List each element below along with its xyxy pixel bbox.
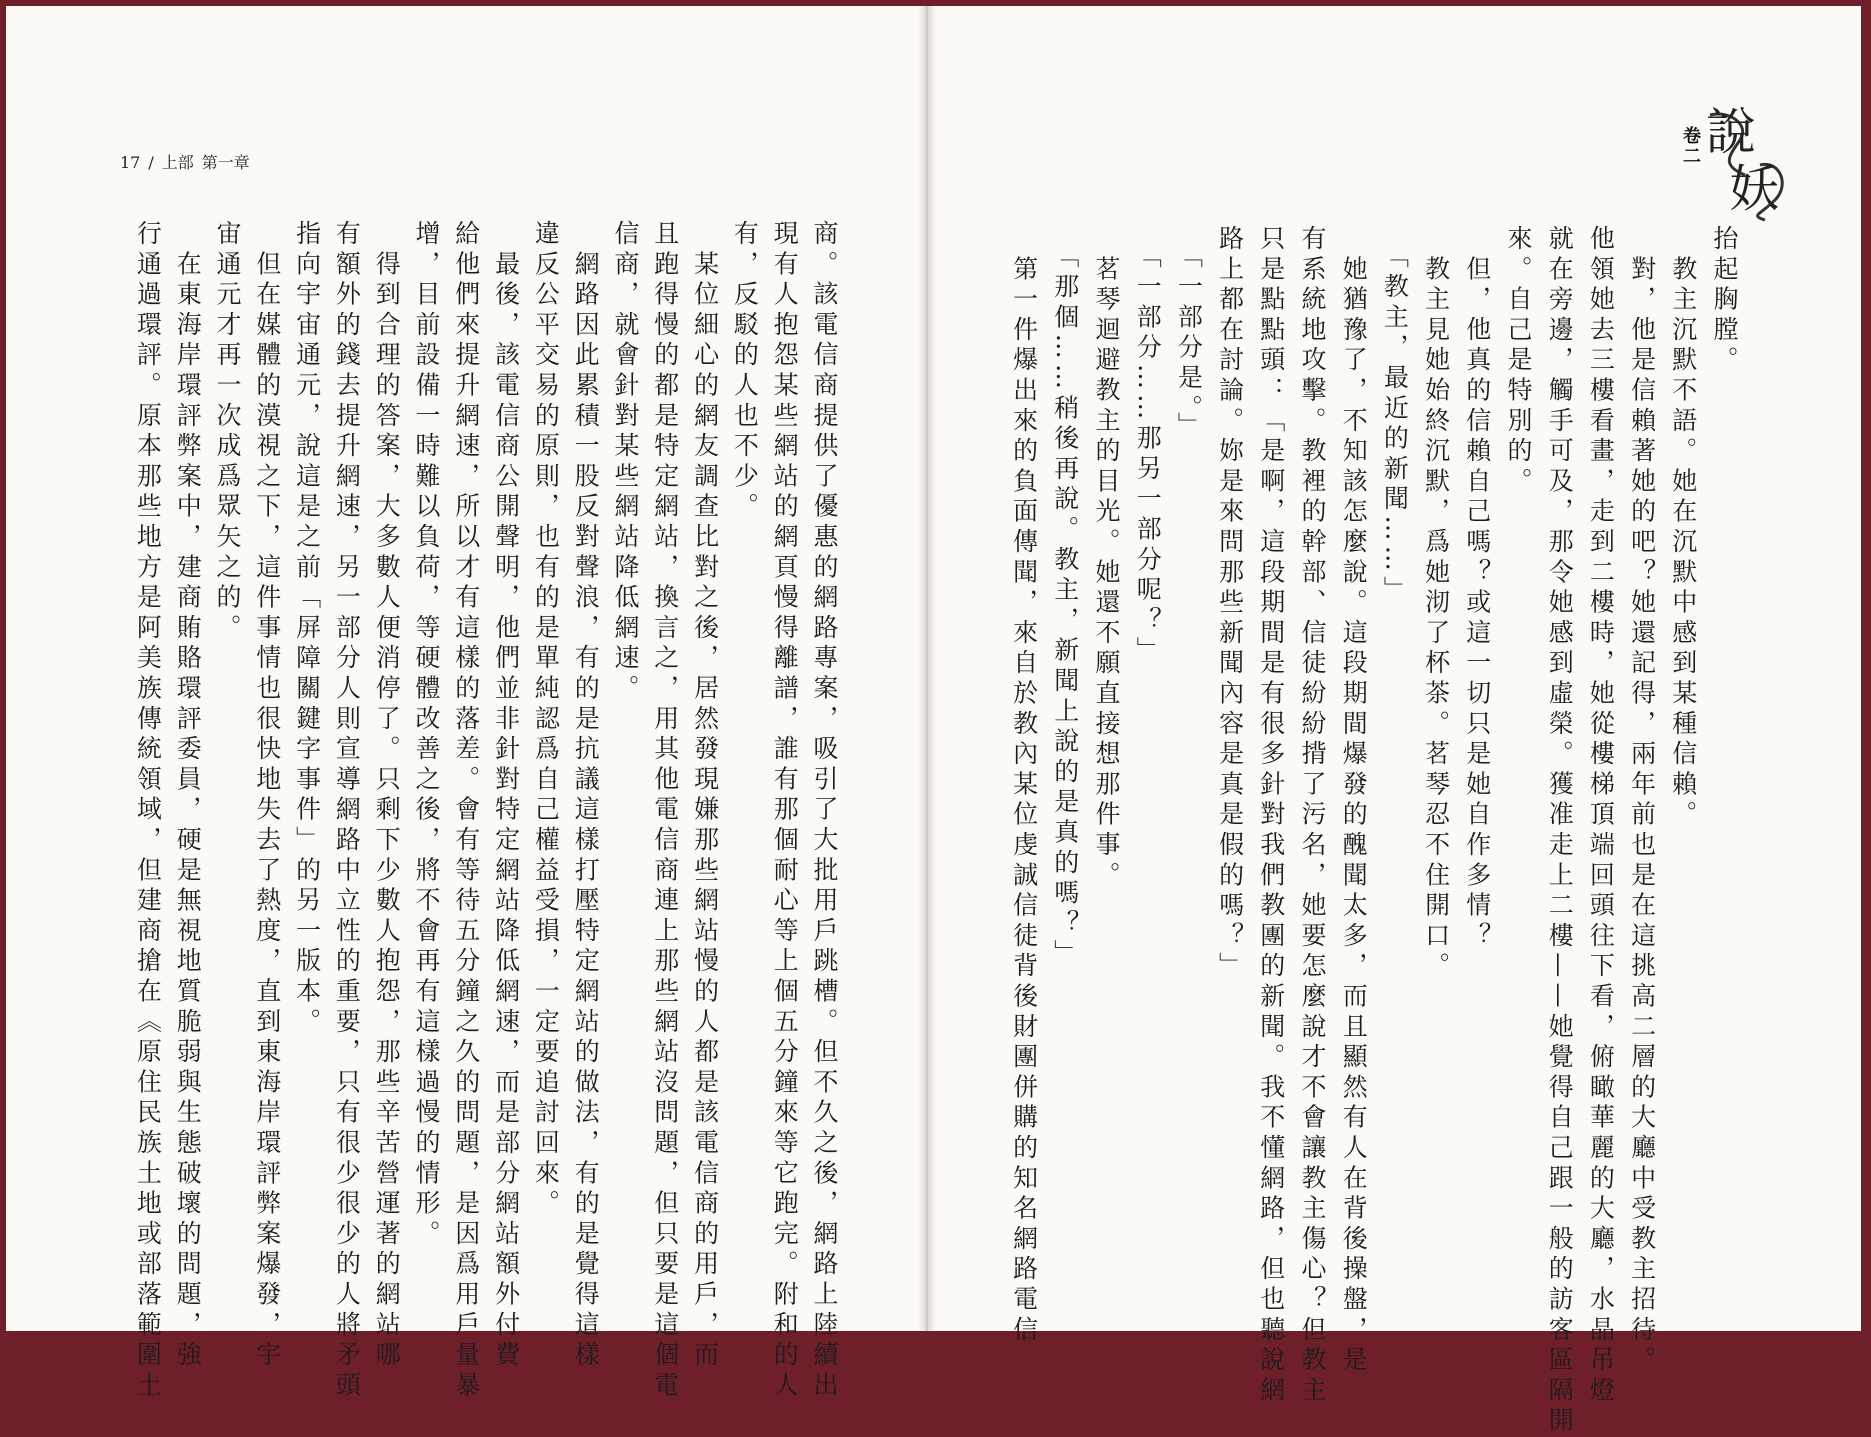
left-text-column: 最後，該電信商公開聲明，他們並非針對特定網站降低網速，而是部分網站額外付費 [491, 220, 521, 1372]
title-glyph-2: 妖 [1721, 162, 1779, 212]
left-text-column: 現有人抱怨某些網站的網頁慢得離譜，誰有那個耐心等上個五分鐘來等它跑完。附和的人 [770, 220, 800, 1402]
right-text-column: 教主沉默不語。她在沉默中感到某種信賴。 [1668, 225, 1698, 831]
left-text-column: 但在媒體的漠視之下，這件事情也很快地失去了熱度，直到東海岸環評弊案爆發，宇 [252, 220, 282, 1372]
right-text-column: 但，他真的信賴自己嗎？或這一切只是她自作多情？ [1462, 225, 1492, 953]
right-text-column: 茗琴迴避教主的目光。她還不願直接想那件事。 [1092, 225, 1121, 892]
right-text-column: 只是點點頭：「是啊，這段期間是有很多針對我們教團的新聞。我不懂網路，但也聽說網 [1256, 225, 1286, 1407]
left-text-column: 在東海岸環評弊案中，建商賄賂環評委員，硬是無視地質脆弱與生態破壞的問題，強 [173, 220, 203, 1372]
running-header [120, 150, 258, 173]
right-text-column: 「一部分……那另一部分呢？」 [1133, 225, 1163, 667]
page-number: 17 [120, 153, 141, 172]
title-glyph-1: 說 [1698, 105, 1756, 155]
left-text-column: 網路因此累積一股反對聲浪，有的是抗議這樣打壓特定網站的做法，有的是覺得這樣 [571, 220, 601, 1372]
left-text-column: 且跑得慢的都是特定網站，換言之，用其他電信商連上那些網站沒問題，但只要是這個電 [650, 220, 680, 1402]
header-separator: / [148, 153, 154, 172]
right-text-column: 「一部分是。」 [1174, 225, 1204, 443]
left-text-column: 得到合理的答案，大多數人便消停了。只剩下少數人抱怨，那些辛苦營運著的網站哪 [372, 220, 402, 1372]
right-text-column: 她猶豫了，不知該怎麼說。這段期間爆發的醜聞太多，而且顯然有人在背後操盤，是 [1339, 225, 1369, 1377]
part-label: 上部 [161, 153, 194, 172]
book-gutter [918, 6, 936, 1331]
right-text-column: 「教主，最近的新聞……」 [1380, 225, 1410, 607]
left-text-column: 指向宇宙通元，說這是之前「屏障關鍵字事件」的另一版本。 [292, 220, 322, 1039]
left-text-column: 給他們來提升網速，所以才有這樣的落差。會有等待五分鐘之久的問題，是因爲用戶量暴 [451, 220, 481, 1402]
right-text-column: 對，他是信賴著她的吧？她還記得，兩年前也是在這挑高二層的大廳中受教主招待。 [1627, 225, 1657, 1377]
chapter-label: 第一章 [201, 153, 250, 172]
left-text-column: 信商，就會針對某些網站降低網速。 [611, 220, 640, 705]
right-text-column: 教主見她始終沉默，爲她沏了杯茶。茗琴忍不住開口。 [1421, 225, 1451, 983]
right-text-column: 就在旁邊，觸手可及，那令她感到虛榮。獲准走上二樓——她覺得自己跟一般的訪客區隔開 [1545, 225, 1575, 1437]
left-text-column: 商。該電信商提供了優惠的網路專案，吸引了大批用戶跳槽。但不久之後，網路上陸續出 [810, 220, 839, 1402]
left-text-column: 違反公平交易的原則，也有的是單純認爲自己權益受損，一定要追討回來。 [531, 220, 561, 1220]
right-text-column: 有系統地攻擊。教裡的幹部、信徒紛紛揹了污名，她要怎麼說才不會讓教主傷心？但教主 [1298, 225, 1327, 1407]
right-text-column: 路上都在討論。妳是來問那些新聞內容是真是假的嗎？」 [1215, 225, 1245, 983]
left-text-column: 某位細心的網友調查比對之後，居然發現嫌那些網站慢的人都是該電信商的用戶，而 [690, 220, 720, 1372]
right-text-column: 「那個……稍後再說。教主，新聞上說的是真的嗎？」 [1050, 225, 1080, 970]
right-text-column: 他領她去三樓看畫，走到二樓時，她從樓梯頂端回頭往下看，俯瞰華麗的大廳，水晶吊燈 [1586, 225, 1616, 1407]
left-text-column: 行通過環評。原本那些地方是阿美族傳統領域，但建商搶在《原住民族土地或部落範圍土 [133, 220, 163, 1402]
left-text-column: 有，反駁的人也不少。 [730, 220, 760, 523]
right-text-column: 第一件爆出來的負面傳聞，來自於教內某位虔誠信徒背後財團併購的知名網路電信 [1009, 225, 1039, 1347]
left-text-column: 增，目前設備一時難以負荷，等硬體改善之後，將不會再有這樣過慢的情形。 [412, 220, 441, 1251]
right-text-column: 來。自己是特別的。 [1504, 225, 1533, 498]
left-text-column: 有額外的錢去提升網速，另一部分人則宣導網路中立性的重要，只有很少很少的人將矛頭 [332, 220, 362, 1402]
volume-mark: 卷二 [1680, 126, 1701, 166]
right-text-column: 抬起胸膛。 [1710, 225, 1739, 377]
left-text-column: 宙通元才再一次成爲眾矢之的。 [213, 220, 242, 645]
